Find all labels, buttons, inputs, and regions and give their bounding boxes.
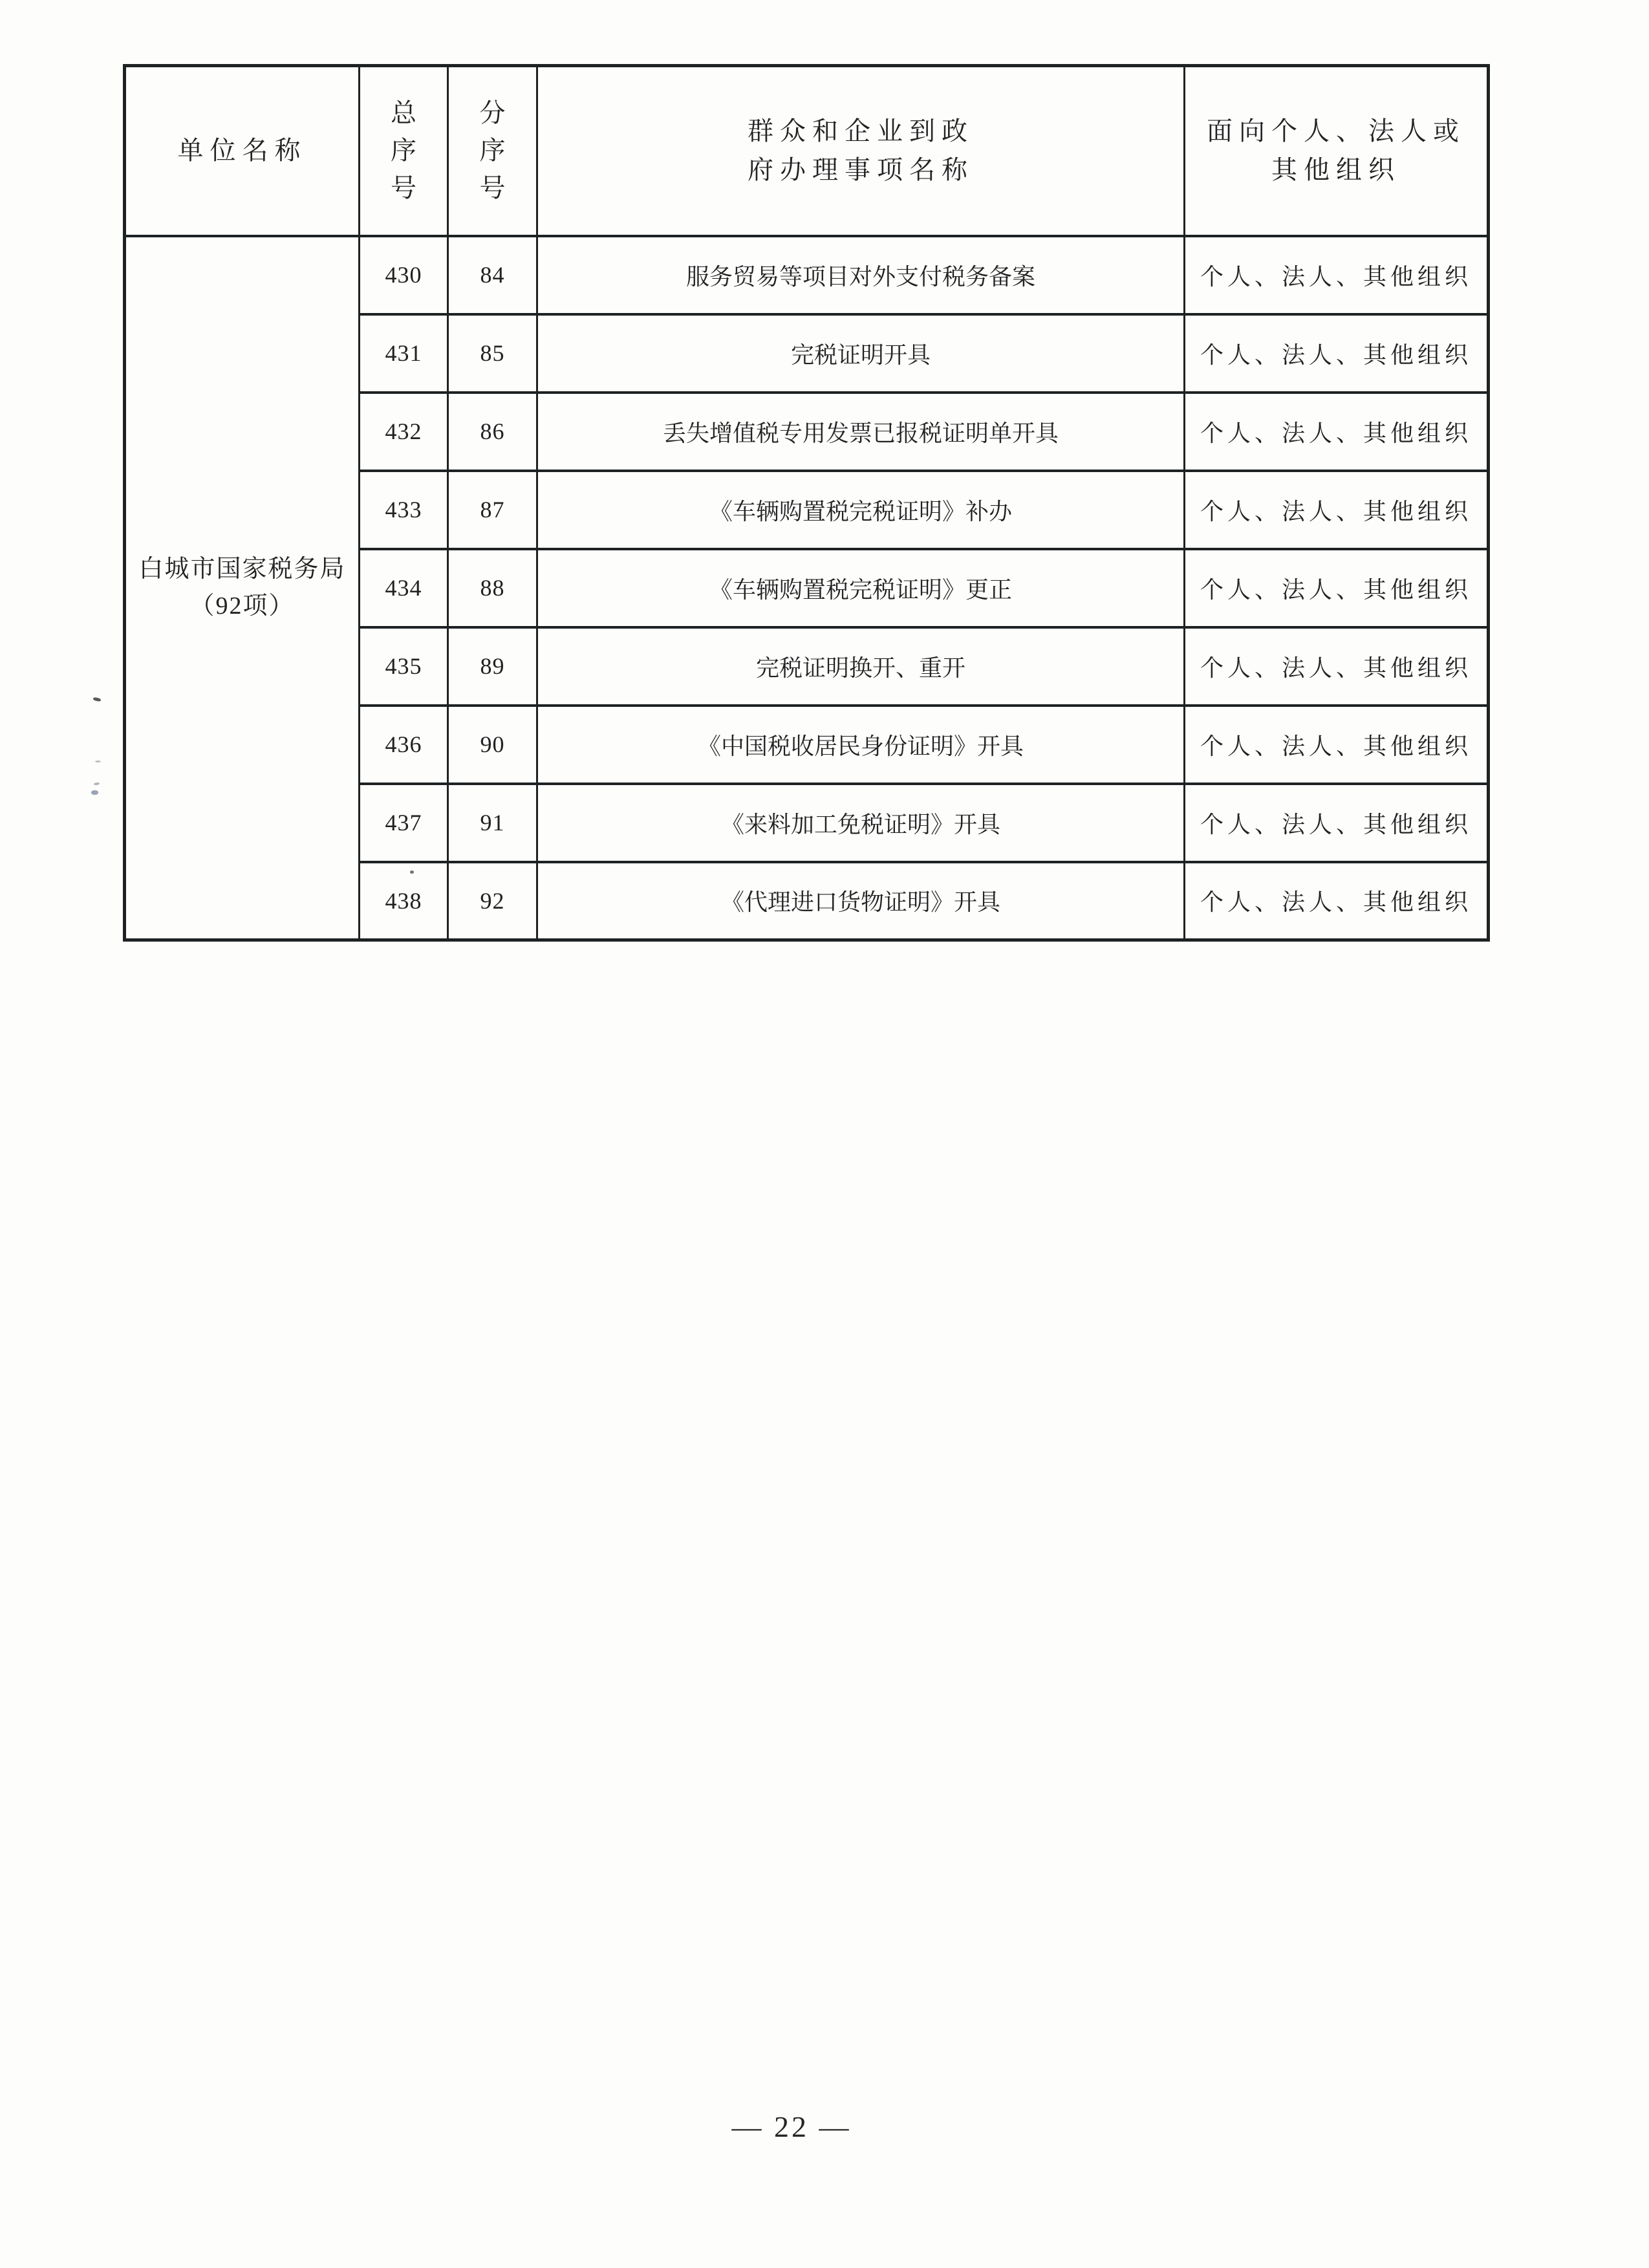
item-name-cell: 服务贸易等项目对外支付税务备案 bbox=[537, 236, 1185, 314]
item-name-cell: 完税证明开具 bbox=[537, 314, 1185, 393]
total-serial-cell: 437 bbox=[360, 784, 448, 862]
total-serial-cell: 433 bbox=[360, 471, 448, 549]
header-unit-name bbox=[125, 66, 360, 236]
audience-cell: 个人、法人、其他组织 bbox=[1185, 549, 1489, 627]
audience-cell: 个人、法人、其他组织 bbox=[1185, 393, 1489, 471]
page-number: — 22 — bbox=[731, 2110, 852, 2143]
header-sub-serial bbox=[448, 66, 537, 236]
sub-serial-cell: 88 bbox=[448, 549, 537, 627]
header-item-name bbox=[537, 66, 1185, 236]
scan-speck bbox=[410, 870, 414, 874]
sub-serial-cell: 89 bbox=[448, 627, 537, 706]
table-row bbox=[125, 236, 1489, 314]
total-serial-cell: 434 bbox=[360, 549, 448, 627]
item-name-cell: 丢失增值税专用发票已报税证明单开具 bbox=[537, 393, 1185, 471]
audience-cell: 个人、法人、其他组织 bbox=[1185, 236, 1489, 314]
audience-cell: 个人、法人、其他组织 bbox=[1185, 862, 1489, 940]
header-total-serial bbox=[360, 66, 448, 236]
item-name-cell: 完税证明换开、重开 bbox=[537, 627, 1185, 706]
unit-name-cell bbox=[125, 236, 360, 940]
header-item-name-line1: 群众和企业到政 bbox=[748, 116, 974, 146]
total-serial-cell: 435 bbox=[360, 627, 448, 706]
service-items-table bbox=[123, 64, 1490, 942]
sub-serial-cell: 84 bbox=[448, 236, 537, 314]
header-audience bbox=[1185, 66, 1489, 236]
item-name-cell: 《车辆购置税完税证明》更正 bbox=[537, 549, 1185, 627]
header-audience-line1: 面向个人、法人或 bbox=[1207, 116, 1465, 146]
scan-speck bbox=[95, 761, 101, 762]
unit-count-text: （92项） bbox=[189, 592, 295, 620]
header-audience-line2: 其他组织 bbox=[1271, 155, 1401, 185]
header-sub-serial-label: 分序号 bbox=[479, 98, 506, 203]
audience-cell: 个人、法人、其他组织 bbox=[1185, 314, 1489, 393]
sub-serial-cell: 85 bbox=[448, 314, 537, 393]
sub-serial-cell: 86 bbox=[448, 393, 537, 471]
unit-name-text: 白城市国家税务局 bbox=[138, 555, 346, 583]
table-header-row bbox=[125, 66, 1489, 236]
scan-speck bbox=[93, 697, 102, 702]
total-serial-cell: 432 bbox=[360, 393, 448, 471]
total-serial-cell: 431 bbox=[360, 314, 448, 393]
audience-cell: 个人、法人、其他组织 bbox=[1185, 784, 1489, 862]
header-item-name-line2: 府办理事项名称 bbox=[748, 155, 974, 185]
sub-serial-cell: 91 bbox=[448, 784, 537, 862]
sub-serial-cell: 87 bbox=[448, 471, 537, 549]
item-name-cell: 《来料加工免税证明》开具 bbox=[537, 784, 1185, 862]
item-name-cell: 《代理进口货物证明》开具 bbox=[537, 862, 1185, 940]
total-serial-cell: 438 bbox=[360, 862, 448, 940]
header-total-serial-label: 总序号 bbox=[391, 98, 416, 203]
sub-serial-cell: 90 bbox=[448, 706, 537, 784]
total-serial-cell: 430 bbox=[360, 236, 448, 314]
sub-serial-cell: 92 bbox=[448, 862, 537, 940]
scan-speck bbox=[91, 790, 98, 795]
item-name-cell: 《中国税收居民身份证明》开具 bbox=[537, 706, 1185, 784]
scan-speck bbox=[94, 782, 100, 785]
audience-cell: 个人、法人、其他组织 bbox=[1185, 706, 1489, 784]
total-serial-cell: 436 bbox=[360, 706, 448, 784]
audience-cell: 个人、法人、其他组织 bbox=[1185, 471, 1489, 549]
audience-cell: 个人、法人、其他组织 bbox=[1185, 627, 1489, 706]
header-unit-name-label: 单位名称 bbox=[177, 136, 307, 166]
item-name-cell: 《车辆购置税完税证明》补办 bbox=[537, 471, 1185, 549]
